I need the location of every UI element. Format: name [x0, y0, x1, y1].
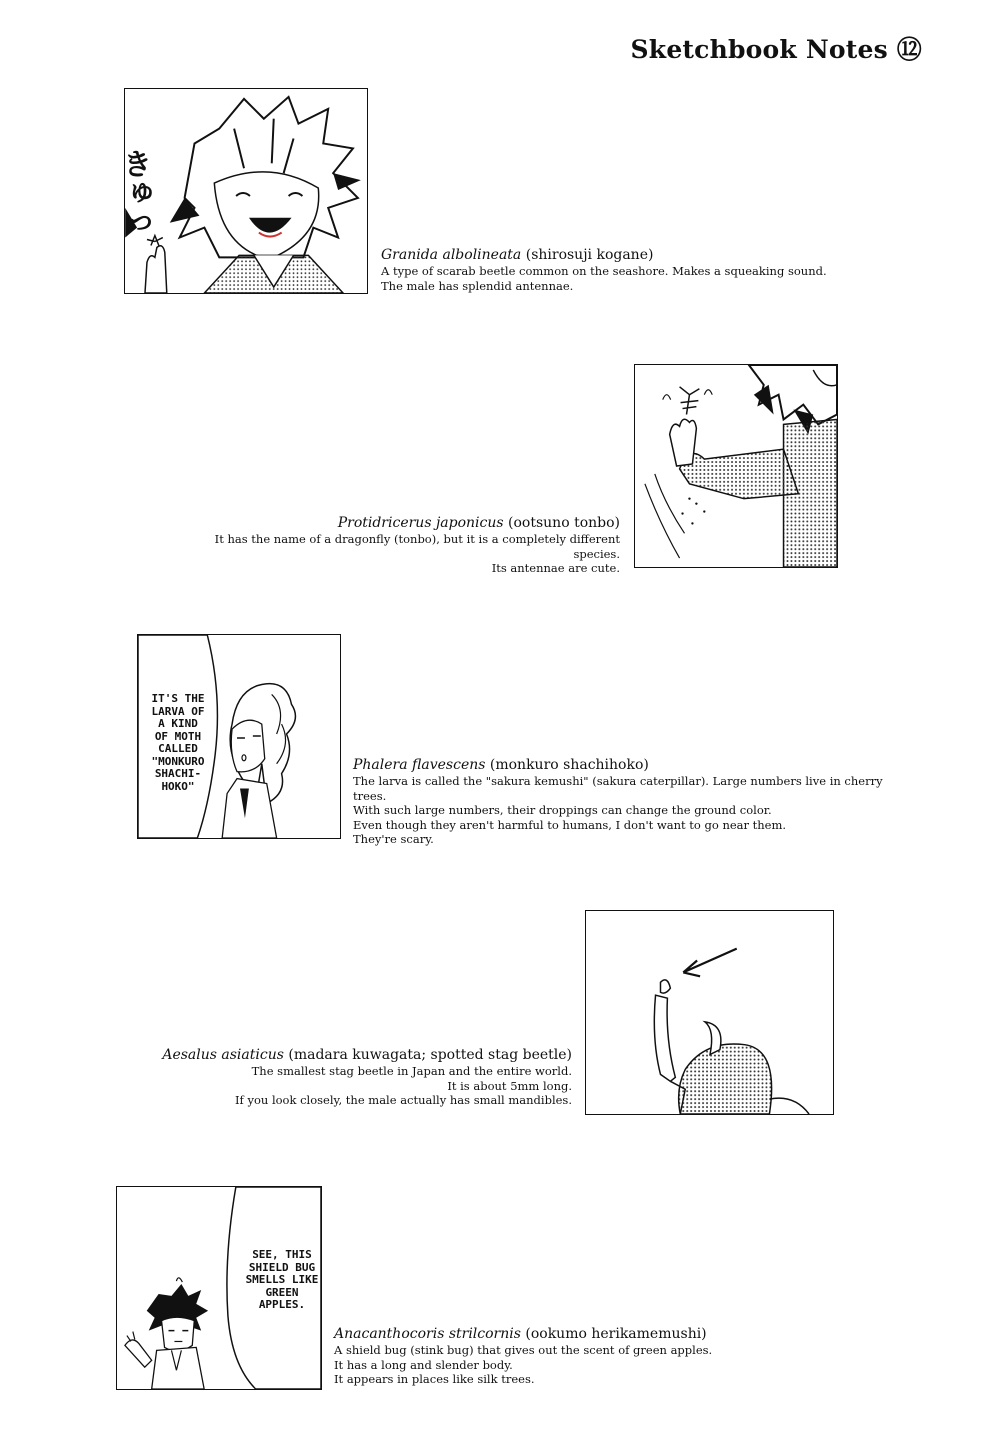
entry-5-scientific-name: Anacanthocoris strilcornis: [334, 1326, 521, 1342]
entry-3-common-name: (monkuro shachihoko): [489, 757, 649, 773]
entry-3-heading: [353, 756, 913, 774]
arm-holding-insect-illustration: [635, 365, 837, 567]
entry-2-heading: [170, 514, 620, 532]
entry-3-line-1: The larva is called the "sakura kemushi" (sakura caterpillar). Large numbers live in cherry trees.: [353, 774, 883, 803]
entry-4-common-name: (madara kuwagata; spotted stag beetle): [288, 1047, 572, 1063]
entry-2-line-1: It has the name of a dragonfly (tonbo), but it is a completely different species.: [214, 532, 620, 561]
manga-panel-2: [634, 364, 838, 568]
manga-panel-1: [117, 88, 368, 294]
entry-1-line-2: The male has splendid antennae.: [381, 278, 574, 293]
entry-5-common-name: (ookumo herikamemushi): [525, 1326, 707, 1342]
entry-4-line-1: The smallest stag beetle in Japan and the entire world.: [251, 1064, 572, 1078]
note-entry-3: [353, 756, 913, 847]
manga-panel-4: [585, 910, 834, 1115]
entry-2-common-name: (ootsuno tonbo): [508, 515, 620, 531]
entry-3-line-2: With such large numbers, their droppings can change the ground color.: [353, 803, 772, 817]
sound-effect-text: きゅっ: [117, 148, 153, 238]
note-entry-4: [100, 1046, 572, 1108]
girl-cheering-illustration: [117, 89, 367, 293]
entry-1-scientific-name: Granida albolineata: [381, 247, 522, 263]
entry-4-line-2: It is about 5mm long.: [447, 1078, 572, 1093]
entry-5-line-3: It appears in places like silk trees.: [334, 1372, 535, 1386]
entry-5-line-2: It has a long and slender body.: [334, 1357, 513, 1372]
manga-panel-3: [137, 634, 341, 839]
entry-4-scientific-name: Aesalus asiaticus: [162, 1047, 284, 1063]
entry-1-common-name: (shirosuji kogane): [525, 247, 654, 263]
entry-3-line-4: They're scary.: [353, 832, 434, 846]
speech-bubble-2: SEE, THIS SHIELD BUG SMELLS LIKE GREEN APPLES.: [245, 1248, 319, 1311]
entry-2-scientific-name: Protidricerus japonicus: [337, 515, 504, 531]
speech-bubble-1: IT'S THE LARVA OF A KIND OF MOTH CALLED "MONKURO SHACHI- HOKO": [151, 692, 205, 793]
note-entry-2: [170, 514, 620, 576]
stag-beetle-illustration: [586, 911, 833, 1114]
note-entry-1: [381, 246, 841, 293]
entry-1-heading: [381, 246, 841, 264]
entry-5-line-1: A shield bug (stink bug) that gives out the scent of green apples.: [334, 1343, 713, 1357]
entry-3-line-3: Even though they aren't harmful to humans, I don't want to go near them.: [353, 817, 787, 832]
entry-4-line-3: If you look closely, the male actually has small mandibles.: [235, 1093, 572, 1107]
entry-2-line-2: Its antennae are cute.: [491, 561, 620, 575]
entry-5-heading: [334, 1325, 854, 1343]
entry-3-scientific-name: Phalera flavescens: [353, 757, 486, 773]
entry-1-line-1: A type of scarab beetle common on the seashore. Makes a squeaking sound.: [381, 264, 827, 278]
note-entry-5: [334, 1325, 854, 1387]
page-title: Sketchbook Notes ⑫: [630, 35, 922, 64]
manga-panel-5: [116, 1186, 322, 1390]
entry-4-heading: [100, 1046, 572, 1064]
